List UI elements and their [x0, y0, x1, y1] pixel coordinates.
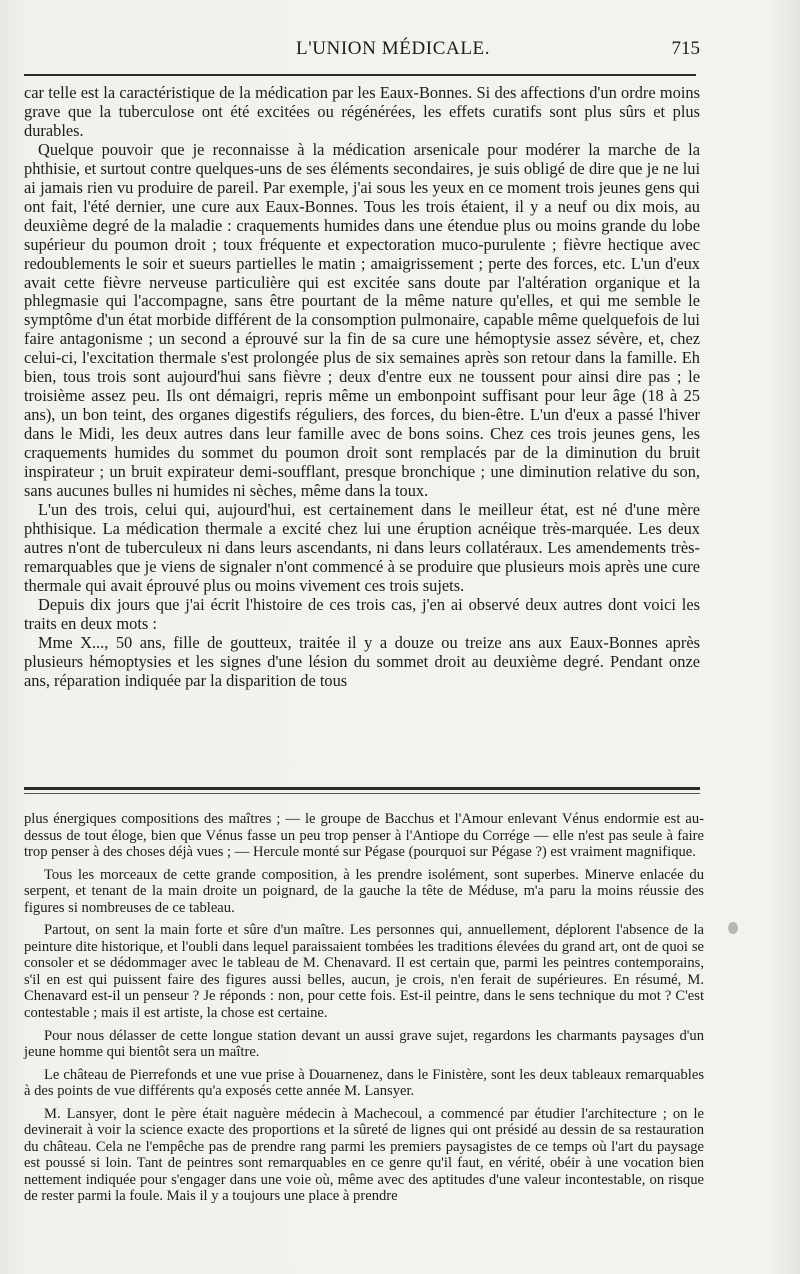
article-paragraph: Mme X..., 50 ans, fille de goutteux, traitée il y a douze ou treize ans aux Eaux-Bonnes après plusieurs hémoptysies et les signes d'une lésion du sommet droit au deuxième degré. Pendant onze ans, réparation indiquée par la disparition de tous [24, 632, 700, 690]
feuilleton-paragraph: Le château de Pierrefonds et une vue prise à Douarnenez, dans le Finistère, sont les deux tableaux remarquables à des points de vue différents qu'a exposés cette année M. Lansyer. [24, 1066, 704, 1100]
page-number: 715 [671, 38, 700, 59]
article-paragraph: Depuis dix jours que j'ai écrit l'histoire de ces trois cas, j'en ai observé deux autres dont voici les traits en deux mots : [24, 594, 700, 633]
feuilleton-column [24, 811, 704, 1211]
main-article [24, 84, 700, 691]
article-paragraph: car telle est la caractéristique de la médication par les Eaux-Bonnes. Si des affections d'un ordre moins grave que la tuberculose ont été excitées ou régénérées, les effets curatifs sont plus sûrs et plus durables. [24, 83, 700, 140]
article-paragraph: Quelque pouvoir que je reconnaisse à la médication arsenicale pour modérer la marche de la phthisie, et surtout contre quelques-uns de ses éléments secondaires, je suis obligé de dire que je ne lui ai jamais rien vu produire de pareil. Par exemple, j'ai sous les yeux en ce moment trois jeunes gens qui ont fait, l'été dernier, une cure aux Eaux-Bonnes. Tous les trois étaient, il y a neuf ou dix mois, au deuxième degré de la maladie : craquements humides dans une étendue plus ou moins grande du lobe supérieur du poumon droit ; toux fréquente et expectoration muco-purulente ; fièvre hectique avec redoublements le soir et sueurs partielles le matin ; amaigrissement ; perte des forces, etc. L'un d'eux avait cette fièvre nerveuse particulière qui est excitée sans doute par l'altération organique et la phlegmasie qui l'accompagne, sans être pourtant de la même nature qu'elles, et qui me semble le symptôme d'un état morbide différent de la consomption pulmonaire, capable même quelquefois de lui faire antagonisme ; un second a éprouvé sur la fin de sa cure une hémoptysie assez sévère, et, chez celui-ci, l'excitation thermale s'est prolongée plus de six semaines après son retour dans la famille. Eh bien, tous trois sont aujourd'hui sans fièvre ; deux d'entre eux ne toussent pour ainsi dire pas ; le troisième assez peu. Ils ont démaigri, repris même un embonpoint suffisant pour leur âge (18 à 25 ans), un bon teint, des organes digestifs réguliers, des forces, du bien-être. L'un d'eux a passé l'hiver dans le Midi, les deux autres dans leur famille avec de bons soins. Chez ces trois jeunes gens, les craquements humides du sommet du poumon droit sont remplacés par de la diminution du bruit inspirateur ; un bruit expirateur demi-soufflant, presque bronchique ; une diminution relative du son, sans aucunes bulles ni humides ni sèches, même dans la toux. [24, 139, 700, 501]
running-header [24, 38, 700, 68]
feuilleton-paragraph: M. Lansyer, dont le père était naguère médecin à Machecoul, a commencé par étudier l'architecture ; on le devinerait à voir la science exacte des proportions et la sûreté de lignes qui ont présidé au dessin de sa restauration du château. Cela ne l'empêche pas de prendre rang parmi les premiers paysagistes de ce temps où l'art du paysage est poussé si loin. Tant de peintres sont remarquables en ce genre qu'il faut, en vérité, obéir à une vocation bien nettement indiquée pour s'engager dans une voie où, même avec des aptitudes d'une valeur incontestable, on risque de rester parmi la foule. Mais il y a toujours une place à prendre [24, 1105, 704, 1205]
paper-blemish [728, 922, 738, 934]
journal-title: L'UNION MÉDICALE. [296, 38, 491, 59]
feuilleton-paragraph: Partout, on sent la main forte et sûre d'un maître. Les personnes qui, annuellement, déplorent l'absence de la peinture dite historique, et l'oubli dans lequel paraissaient tombées les traditions élevées du grand art, ont de quoi se consoler et se dédommager avec le tableau de M. Chenavard. Il est certain que, parmi les peintres contemporains, s'il en est qui puissent faire des figures aussi belles, aucun, je crois, n'en ferait de supérieures. En résumé, M. Chenavard est-il un penseur ? Je réponds : non, pour cette fois. Est-il peintre, dans le sens technique du mot ? C'est contestable ; mais il est artiste, la chose est certaine. [24, 922, 704, 1022]
feuilleton-paragraph: Tous les morceaux de cette grande composition, à les prendre isolément, sont superbes. Minerve enlacée du serpent, et tenant de la main droite un poignard, de la gauche la tête de Méduse, m'a paru la moins réussie des figures si nombreuses de ce tableau. [24, 866, 704, 916]
article-paragraph: L'un des trois, celui qui, aujourd'hui, est certainement dans le meilleur état, est né d'une mère phthisique. La médication thermale a excité chez lui une éruption acnéique très-marquée. Les deux autres n'ont de tuberculeux ni dans leurs ascendants, ni dans leurs collatéraux. Les amendements très-remarquables que je viens de signaler n'ont commencé à se produire que plusieurs mois après une cure thermale qui avait éprouvé plus ou moins vivement ces trois sujets. [24, 499, 700, 595]
feuilleton-paragraph: Pour nous délasser de cette longue station devant un aussi grave sujet, regardons les charmants paysages d'un jeune homme qui bientôt sera un maître. [24, 1027, 704, 1061]
feuilleton-separator [24, 787, 700, 794]
feuilleton-paragraph: plus énergiques compositions des maîtres ; — le groupe de Bacchus et l'Amour enlevant Vénus endormie est au-dessus de tout éloge, bien que Vénus fasse un peu trop penser à l'Antiope du Corrége — elle n'est pas seule à faire trop penser à des choses déjà vues ; — Hercule monté sur Pégase (pourquoi sur Pégase ?) est vraiment magnifique. [24, 811, 704, 861]
header-rule [24, 74, 696, 76]
